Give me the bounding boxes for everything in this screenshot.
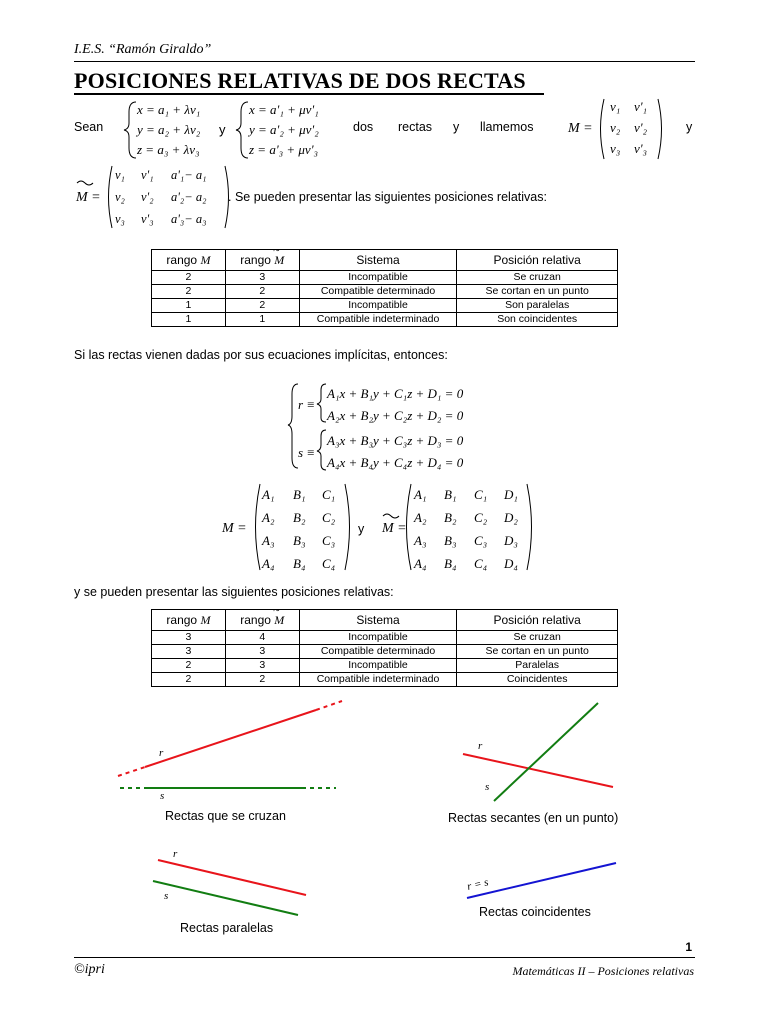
intro-y2: y (453, 120, 460, 134)
col-posicion: Posición relativa (457, 610, 618, 631)
col-rango-m: rango M (152, 610, 226, 631)
mt-cell: v₃ (115, 212, 125, 226)
m-cell: v'₁ (634, 99, 648, 114)
mt2-cell: C₃ (474, 533, 488, 548)
line-r (145, 710, 316, 767)
mt2-cell: B₄ (444, 556, 457, 571)
mt2-cell: D₁ (504, 487, 518, 502)
table-cell: 2 (152, 659, 226, 673)
table-cell: 1 (152, 313, 226, 327)
mt-cell: v₂ (115, 190, 125, 204)
mt2-cell: D₃ (504, 533, 518, 548)
table-cell: 3 (225, 659, 299, 673)
label-r: r (478, 740, 483, 752)
implicit-r-label: r ≡ (298, 397, 316, 412)
line-rs (467, 863, 616, 898)
table-cell: Son paralelas (457, 299, 618, 313)
table-cell: Compatible determinado (299, 285, 457, 299)
mt-cell: v'₁ (141, 168, 154, 182)
table-cell: 2 (225, 299, 299, 313)
table-row (152, 271, 618, 285)
table-cell: 4 (225, 631, 299, 645)
figure-secantes (448, 703, 618, 825)
param-r-1: x = a₁ + λv₁ (137, 102, 201, 117)
table-cell: Incompatible (299, 659, 457, 673)
mt2-cell: C₂ (474, 510, 488, 525)
table-cell: Se cortan en un punto (457, 645, 618, 659)
table-row (152, 673, 618, 687)
mt-cell: v'₂ (141, 190, 154, 204)
second-intro: y se pueden presentar las siguientes posiciones relativas: (74, 585, 394, 599)
matrix-m2-label: M = (222, 521, 247, 536)
table-row (152, 299, 618, 313)
m2-cell: B₃ (293, 533, 306, 548)
table-cell: Son coincidentes (457, 313, 618, 327)
table-cell: 2 (225, 673, 299, 687)
m-cell: v'₃ (634, 141, 648, 156)
table-cell: 2 (152, 285, 226, 299)
matrix-m-tilde (74, 162, 234, 232)
matrix-m-tilde-implicit (380, 480, 540, 574)
table-cell: 2 (152, 673, 226, 687)
matrix-m (566, 95, 666, 163)
table-cell: 3 (225, 645, 299, 659)
table-cell: Se cruzan (457, 271, 618, 285)
caption-cruzan: Rectas que se cruzan (165, 809, 286, 823)
figures-area (0, 695, 768, 945)
mt2-cell: B₂ (444, 510, 457, 525)
table-cell: Se cortan en un punto (457, 285, 618, 299)
table-cell: Coincidentes (457, 673, 618, 687)
param-r-2: y = a₂ + λv₂ (137, 122, 201, 137)
matrix-mt-label: M = (76, 190, 101, 205)
mt-cell: a'₁− a₁ (171, 168, 207, 182)
implicit-r-1: A₁x + B₁y + C₁z + D₁ = 0 (327, 386, 464, 401)
m-cell: v₁ (610, 99, 621, 114)
table-cell: 2 (225, 285, 299, 299)
intro-y1: y (219, 122, 226, 137)
table-cell: Compatible indeterminado (299, 673, 457, 687)
table-header-row (152, 610, 618, 631)
table-cell: 3 (152, 631, 226, 645)
intro-se-pueden: . Se pueden presentar las siguientes posiciones relativas: (228, 190, 547, 204)
mt2-cell: B₁ (444, 487, 457, 502)
m2-cell: A₂ (262, 510, 275, 525)
col-rango-m-tilde: rango M ~ (225, 610, 299, 631)
figure-coincidentes (466, 863, 616, 919)
table-row (152, 285, 618, 299)
mt2-cell: C₄ (474, 556, 488, 571)
line-r (158, 860, 306, 895)
table-header-row (152, 250, 618, 271)
m2-cell: C₂ (322, 510, 336, 525)
table-row (152, 313, 618, 327)
col-sistema: Sistema (299, 250, 457, 271)
mt2-cell: C₁ (474, 487, 488, 502)
param-s-1: x = a'₁ + μv'₁ (249, 102, 319, 117)
m2-cell: B₄ (293, 556, 306, 571)
table-cell: Compatible determinado (299, 645, 457, 659)
m-cell: v'₂ (634, 120, 648, 135)
m-cell: v₂ (610, 120, 621, 135)
label-s: s (164, 890, 169, 902)
table-cell: Se cruzan (457, 631, 618, 645)
mt-cell: v'₃ (141, 212, 154, 226)
positions-table-implicit (151, 602, 618, 687)
intro-llamemos: llamemos (480, 120, 534, 134)
footer-subject: Matemáticas II – Posiciones relativas (512, 964, 694, 978)
matrix-m-label: M = (568, 121, 593, 136)
table-cell: 2 (152, 271, 226, 285)
mt2-cell: A₁ (414, 487, 427, 502)
mt2-cell: A₃ (414, 533, 427, 548)
implicit-s-2: A₄x + B₄y + C₄z + D₄ = 0 (327, 455, 464, 470)
col-posicion: Posición relativa (457, 250, 618, 271)
table-cell: Paralelas (457, 659, 618, 673)
table-cell: Incompatible (299, 299, 457, 313)
caption-secantes: Rectas secantes (en un punto) (448, 811, 619, 825)
table-cell: 3 (225, 271, 299, 285)
implicit-s-1: A₃x + B₃y + C₃z + D₃ = 0 (327, 433, 464, 448)
matrix-mt2-label: M = (382, 521, 407, 536)
table-cell: Compatible indeterminado (299, 313, 457, 327)
param-s-2: y = a'₂ + μv'₂ (249, 122, 319, 137)
implicit-s-label: s ≡ (298, 445, 316, 460)
param-s-3: z = a'₃ + μv'₃ (249, 142, 318, 157)
header-rule (74, 61, 695, 62)
m2-cell: C₁ (322, 487, 336, 502)
col-sistema: Sistema (299, 610, 457, 631)
label-rs: r = s (465, 876, 490, 893)
m2-cell: A₄ (262, 556, 275, 571)
y-between: y (358, 522, 365, 536)
mt2-cell: D₄ (504, 556, 518, 571)
figure-paralelas (153, 848, 306, 935)
mt-cell: v₁ (115, 168, 125, 182)
figure-cruzan (118, 701, 342, 823)
param-r-3: z = a₃ + λv₃ (137, 142, 200, 157)
intro-dos: dos (353, 120, 374, 134)
label-r: r (159, 747, 164, 759)
caption-coincidentes: Rectas coincidentes (479, 905, 591, 919)
m2-cell: A₃ (262, 533, 275, 548)
table-row (152, 631, 618, 645)
col-rango-m-tilde: rango M ~ (225, 250, 299, 271)
footer-author: ©ipri (74, 962, 105, 977)
implicit-r-2: A₂x + B₂y + C₂z + D₂ = 0 (327, 408, 464, 423)
m2-cell: B₁ (293, 487, 306, 502)
m2-cell: C₄ (322, 556, 336, 571)
mt-cell: a'₃− a₃ (171, 212, 207, 226)
label-s: s (485, 781, 490, 793)
col-rango-m: rango M (152, 250, 226, 271)
table-row (152, 645, 618, 659)
m-cell: v₃ (610, 141, 621, 156)
mt-cell: a'₂− a₂ (171, 190, 207, 204)
implicit-equations (286, 378, 496, 474)
title-underline (74, 93, 544, 95)
table-cell: Incompatible (299, 271, 457, 285)
line-r-dashed-left (118, 767, 145, 776)
table-cell: 1 (225, 313, 299, 327)
table-cell: 1 (152, 299, 226, 313)
page-number: 1 (685, 940, 692, 954)
matrix-m-implicit (220, 480, 355, 574)
mt2-cell: A₂ (414, 510, 427, 525)
intro-sean: Sean (74, 120, 104, 134)
table-row (152, 659, 618, 673)
label-s: s (160, 790, 165, 802)
footer-rule (74, 957, 695, 958)
m2-cell: A₁ (262, 487, 275, 502)
intro-y3: y (686, 120, 693, 134)
m2-cell: C₃ (322, 533, 336, 548)
table-cell: 3 (152, 645, 226, 659)
intro-rectas: rectas (398, 120, 433, 134)
table-cell: Incompatible (299, 631, 457, 645)
m2-cell: B₂ (293, 510, 306, 525)
label-r: r (173, 848, 178, 860)
mt2-cell: B₃ (444, 533, 457, 548)
mt2-cell: A₄ (414, 556, 427, 571)
caption-paralelas: Rectas paralelas (180, 921, 274, 935)
school-name: I.E.S. “Ramón Giraldo” (74, 42, 212, 57)
line-r-dashed-right (316, 701, 342, 710)
parametric-equations (120, 96, 350, 164)
line-s (153, 881, 298, 915)
line-s (494, 703, 598, 801)
implicit-intro: Si las rectas vienen dadas por sus ecuaciones implícitas, entonces: (74, 348, 448, 362)
positions-table-parametric (151, 242, 618, 327)
mt2-cell: D₂ (504, 510, 518, 525)
page-title: POSICIONES RELATIVAS DE DOS RECTAS (74, 68, 526, 93)
